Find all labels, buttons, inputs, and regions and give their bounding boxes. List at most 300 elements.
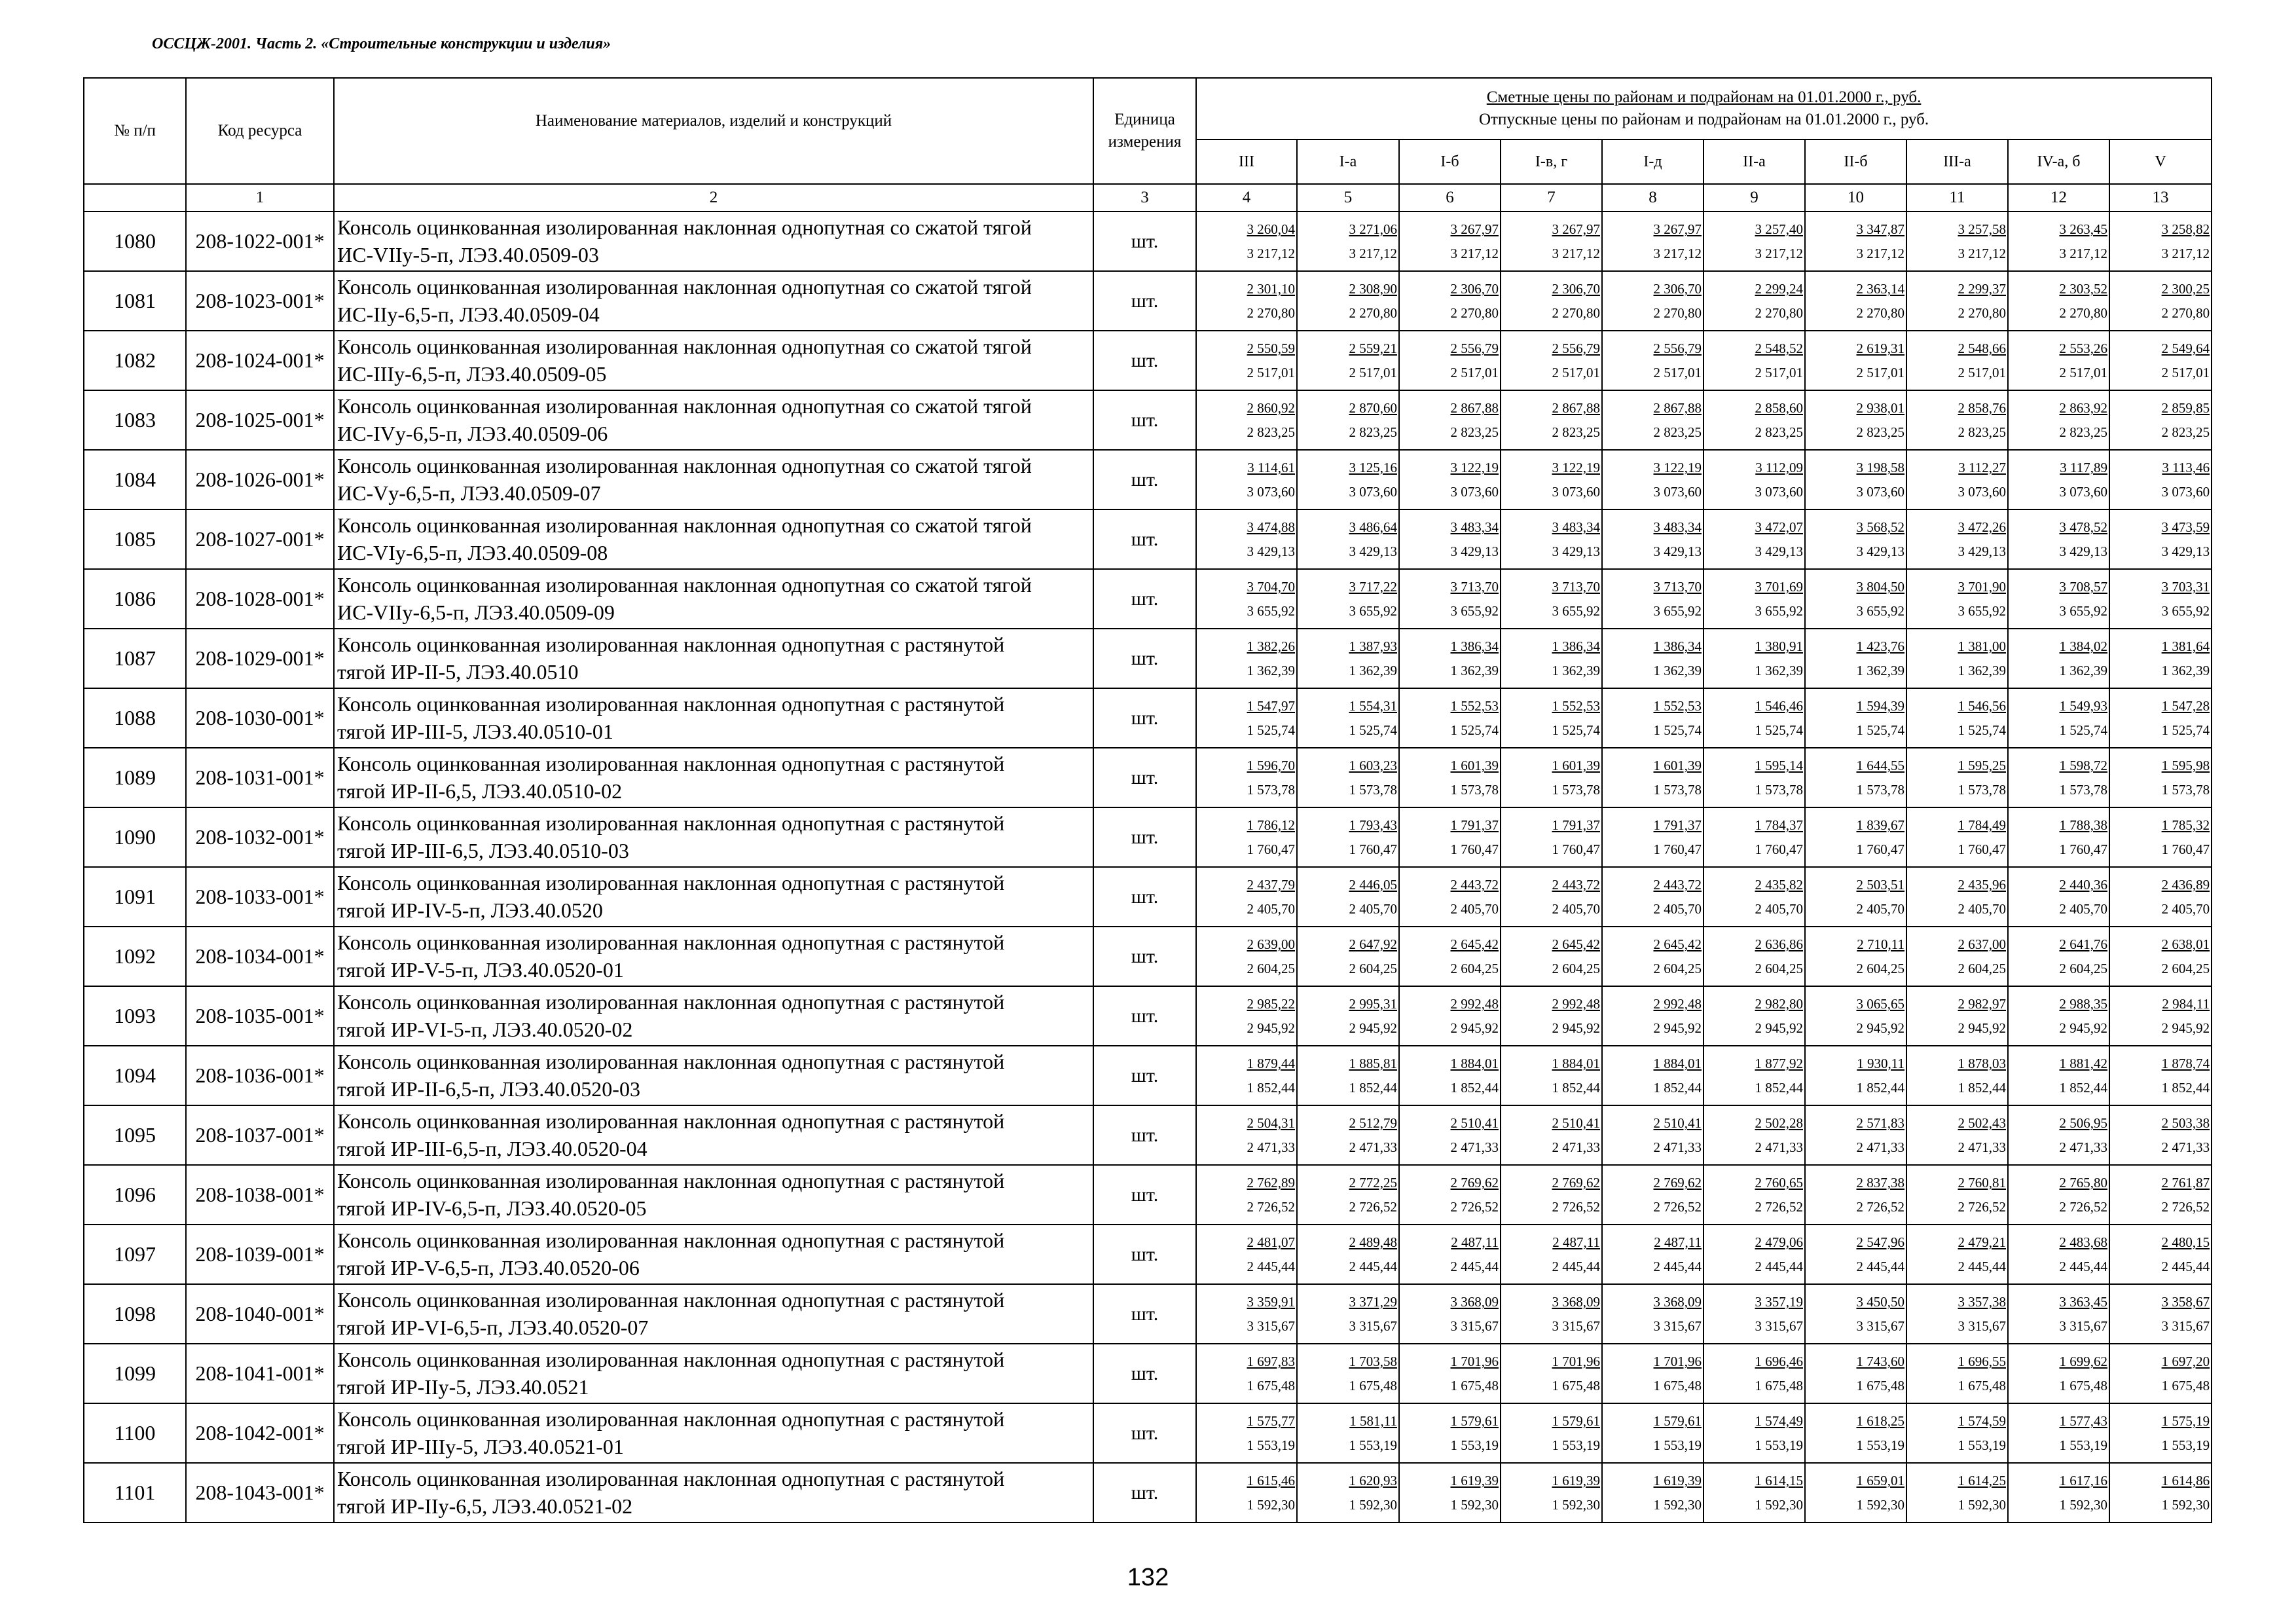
estimate-price: 1 619,39 xyxy=(1552,1473,1600,1489)
release-price: 1 852,44 xyxy=(1349,1079,1397,1096)
estimate-price: 1 614,86 xyxy=(2161,1473,2210,1489)
estimate-price: 1 594,39 xyxy=(1856,698,1904,714)
price-cell xyxy=(1501,629,1602,688)
estimate-price: 1 386,34 xyxy=(1450,638,1499,655)
unit-cell: шт. xyxy=(1093,629,1196,688)
price-cell xyxy=(1805,927,1906,986)
release-price: 2 726,52 xyxy=(2161,1198,2210,1215)
price-cell xyxy=(1906,212,2008,271)
region-header-cell: IV-а, б xyxy=(2008,139,2109,184)
estimate-price: 1 381,00 xyxy=(1958,638,2006,655)
item-name-line: Консоль оцинкованная изолированная наклонная однопутная с растянутой xyxy=(337,632,1005,656)
estimate-price: 3 713,70 xyxy=(1653,579,1702,595)
price-cell xyxy=(2109,1225,2212,1284)
item-name xyxy=(334,807,1093,867)
release-price: 2 604,25 xyxy=(1552,960,1600,976)
release-price: 1 553,19 xyxy=(1349,1437,1397,1453)
estimate-price: 3 258,82 xyxy=(2161,221,2210,238)
item-name xyxy=(334,1046,1093,1105)
item-name-line: тягой ИР-II-5, ЛЭЗ.40.0510 xyxy=(337,659,579,684)
price-cell xyxy=(1501,1284,1602,1344)
release-price: 1 852,44 xyxy=(1653,1079,1702,1096)
price-cell xyxy=(1805,1403,1906,1463)
price-cell xyxy=(2008,450,2109,509)
price-cell xyxy=(1399,1344,1501,1403)
estimate-price: 2 571,83 xyxy=(1856,1115,1904,1132)
estimate-price: 3 703,31 xyxy=(2161,579,2210,595)
estimate-price: 3 474,88 xyxy=(1247,519,1295,536)
release-price: 2 517,01 xyxy=(2059,364,2107,380)
price-cell xyxy=(1602,509,1704,569)
price-cell xyxy=(2008,569,2109,629)
estimate-price: 3 263,45 xyxy=(2059,221,2107,238)
price-cell xyxy=(1399,1165,1501,1225)
column-number-cell: 8 xyxy=(1602,184,1704,212)
release-price: 1 362,39 xyxy=(1349,662,1397,678)
price-cell xyxy=(1704,271,1805,331)
release-price: 1 675,48 xyxy=(1958,1377,2006,1393)
release-price: 2 445,44 xyxy=(1958,1258,2006,1274)
item-name-line: Консоль оцинкованная изолированная наклонная однопутная с растянутой xyxy=(337,930,1005,954)
estimate-price: 2 867,88 xyxy=(1552,400,1600,416)
release-price: 1 592,30 xyxy=(1958,1496,2006,1513)
item-name xyxy=(334,1284,1093,1344)
estimate-price: 3 368,09 xyxy=(1552,1294,1600,1310)
item-name-line: тягой ИР-III-5, ЛЭЗ.40.0510-01 xyxy=(337,719,613,743)
price-cell xyxy=(2109,569,2212,629)
price-cell xyxy=(1297,331,1399,390)
release-price: 1 852,44 xyxy=(2161,1079,2210,1096)
estimate-price: 2 761,87 xyxy=(2161,1175,2210,1191)
release-price: 1 760,47 xyxy=(1755,841,1803,857)
price-cell xyxy=(2109,867,2212,927)
item-name-line: тягой ИР-V-5-п, ЛЭЗ.40.0520-01 xyxy=(337,957,624,982)
estimate-price: 2 636,86 xyxy=(1755,936,1803,953)
release-price: 1 573,78 xyxy=(1653,781,1702,798)
price-cell xyxy=(1297,509,1399,569)
item-name-line: ИС-VIIу-5-п, ЛЭЗ.40.0509-03 xyxy=(337,242,599,267)
estimate-price: 1 659,01 xyxy=(1856,1473,1904,1489)
price-cell xyxy=(1602,688,1704,748)
estimate-price: 2 483,68 xyxy=(2059,1234,2107,1251)
release-price: 2 823,25 xyxy=(1755,424,1803,440)
price-cell xyxy=(1906,271,2008,331)
table-row xyxy=(84,1284,2212,1344)
release-price: 3 217,12 xyxy=(1247,245,1295,261)
estimate-price: 2 480,15 xyxy=(2161,1234,2210,1251)
release-price: 3 655,92 xyxy=(2161,602,2210,619)
price-cell xyxy=(1704,1463,1805,1522)
estimate-price: 3 483,34 xyxy=(1552,519,1600,536)
price-cell xyxy=(2008,271,2109,331)
item-name xyxy=(334,1225,1093,1284)
unit-cell: шт. xyxy=(1093,212,1196,271)
release-price: 3 315,67 xyxy=(1552,1318,1600,1334)
resource-code: 208-1029-001* xyxy=(186,629,334,688)
estimate-price: 1 595,98 xyxy=(2161,758,2210,774)
release-price: 2 405,70 xyxy=(1958,900,2006,917)
price-cell xyxy=(1906,986,2008,1046)
column-number-cell xyxy=(84,184,186,212)
estimate-price: 1 620,93 xyxy=(1349,1473,1397,1489)
price-cell xyxy=(1602,569,1704,629)
release-price: 2 270,80 xyxy=(1349,304,1397,321)
release-price: 2 517,01 xyxy=(1349,364,1397,380)
price-cell xyxy=(2008,986,2109,1046)
price-cell xyxy=(1704,1046,1805,1105)
estimate-price: 3 198,58 xyxy=(1856,460,1904,476)
price-cell xyxy=(1297,212,1399,271)
release-price: 2 945,92 xyxy=(1856,1020,1904,1036)
price-cell xyxy=(1297,569,1399,629)
estimate-price: 3 368,09 xyxy=(1653,1294,1702,1310)
price-cell xyxy=(1805,1344,1906,1403)
release-price: 2 517,01 xyxy=(1958,364,2006,380)
price-cell xyxy=(1196,1344,1297,1403)
item-name xyxy=(334,1105,1093,1165)
estimate-price: 1 877,92 xyxy=(1755,1056,1803,1072)
estimate-price: 2 769,62 xyxy=(1552,1175,1600,1191)
price-cell xyxy=(1906,331,2008,390)
release-price: 1 553,19 xyxy=(2059,1437,2107,1453)
release-price: 1 592,30 xyxy=(1653,1496,1702,1513)
estimate-price: 2 443,72 xyxy=(1653,877,1702,893)
column-number-cell: 2 xyxy=(334,184,1093,212)
header-price-release: Отпускные цены по районам и подрайонам на 01.01.2000 г., руб. xyxy=(1478,111,1929,128)
estimate-price: 3 260,04 xyxy=(1247,221,1295,238)
estimate-price: 2 306,70 xyxy=(1450,281,1499,297)
price-cell xyxy=(1196,1403,1297,1463)
price-cell xyxy=(1501,986,1602,1046)
region-header-cell: I-б xyxy=(1399,139,1501,184)
release-price: 3 217,12 xyxy=(1653,245,1702,261)
release-price: 1 592,30 xyxy=(1247,1496,1295,1513)
item-number: 1096 xyxy=(84,1165,186,1225)
estimate-price: 3 122,19 xyxy=(1450,460,1499,476)
resource-code: 208-1023-001* xyxy=(186,271,334,331)
price-cell xyxy=(1399,807,1501,867)
unit-cell: шт. xyxy=(1093,927,1196,986)
price-cell xyxy=(1906,629,2008,688)
price-cell xyxy=(1297,927,1399,986)
price-cell xyxy=(1704,390,1805,450)
item-number: 1093 xyxy=(84,986,186,1046)
price-cell xyxy=(1501,1105,1602,1165)
release-price: 3 217,12 xyxy=(1755,245,1803,261)
release-price: 1 553,19 xyxy=(1450,1437,1499,1453)
release-price: 1 675,48 xyxy=(1856,1377,1904,1393)
release-price: 1 760,47 xyxy=(1552,841,1600,857)
price-cell xyxy=(1602,331,1704,390)
estimate-price: 1 784,37 xyxy=(1755,817,1803,834)
estimate-price: 3 368,09 xyxy=(1450,1294,1499,1310)
price-cell xyxy=(1704,1165,1805,1225)
release-price: 1 553,19 xyxy=(2161,1437,2210,1453)
estimate-price: 2 502,43 xyxy=(1958,1115,2006,1132)
price-cell xyxy=(1704,867,1805,927)
release-price: 1 592,30 xyxy=(1856,1496,1904,1513)
release-price: 2 517,01 xyxy=(1450,364,1499,380)
price-cell xyxy=(1297,1225,1399,1284)
release-price: 3 217,12 xyxy=(1958,245,2006,261)
estimate-price: 2 867,88 xyxy=(1450,400,1499,416)
release-price: 3 315,67 xyxy=(1856,1318,1904,1334)
unit-cell: шт. xyxy=(1093,1046,1196,1105)
release-price: 2 823,25 xyxy=(1450,424,1499,440)
price-cell xyxy=(2008,867,2109,927)
price-cell xyxy=(1805,509,1906,569)
estimate-price: 3 704,70 xyxy=(1247,579,1295,595)
price-cell xyxy=(1399,867,1501,927)
estimate-price: 2 863,92 xyxy=(2059,400,2107,416)
release-price: 2 823,25 xyxy=(1247,424,1295,440)
item-name-line: Консоль оцинкованная изолированная наклонная однопутная со сжатой тягой xyxy=(337,274,1032,299)
estimate-price: 1 786,12 xyxy=(1247,817,1295,834)
release-price: 1 760,47 xyxy=(2161,841,2210,857)
price-table xyxy=(83,77,2212,1523)
price-cell xyxy=(1399,509,1501,569)
release-price: 2 945,92 xyxy=(1552,1020,1600,1036)
price-cell xyxy=(2109,927,2212,986)
estimate-price: 1 699,62 xyxy=(2059,1354,2107,1370)
release-price: 2 405,70 xyxy=(2059,900,2107,917)
item-name-line: Консоль оцинкованная изолированная наклонная однопутная со сжатой тягой xyxy=(337,453,1032,477)
release-price: 3 073,60 xyxy=(1958,483,2006,500)
price-cell xyxy=(1196,927,1297,986)
estimate-price: 3 701,69 xyxy=(1755,579,1803,595)
estimate-price: 2 760,65 xyxy=(1755,1175,1803,1191)
estimate-price: 2 837,38 xyxy=(1856,1175,1904,1191)
release-price: 2 445,44 xyxy=(1552,1258,1600,1274)
item-name-line: тягой ИР-VI-5-п, ЛЭЗ.40.0520-02 xyxy=(337,1017,633,1041)
column-number-cell: 6 xyxy=(1399,184,1501,212)
price-cell xyxy=(1805,1105,1906,1165)
resource-code: 208-1028-001* xyxy=(186,569,334,629)
price-cell xyxy=(1501,212,1602,271)
estimate-price: 2 446,05 xyxy=(1349,877,1397,893)
release-price: 3 655,92 xyxy=(1349,602,1397,619)
price-cell xyxy=(1501,1046,1602,1105)
release-price: 1 525,74 xyxy=(2059,722,2107,738)
price-cell xyxy=(2008,212,2109,271)
price-cell xyxy=(1196,509,1297,569)
region-header-cell: II-б xyxy=(1805,139,1906,184)
estimate-price: 3 568,52 xyxy=(1856,519,1904,536)
table-row xyxy=(84,867,2212,927)
price-cell xyxy=(1602,1165,1704,1225)
price-cell xyxy=(1704,1105,1805,1165)
estimate-price: 1 697,20 xyxy=(2161,1354,2210,1370)
release-price: 1 592,30 xyxy=(2059,1496,2107,1513)
item-name-line: Консоль оцинкованная изолированная наклонная однопутная с растянутой xyxy=(337,1287,1005,1312)
release-price: 2 405,70 xyxy=(1653,900,1702,917)
price-cell xyxy=(1906,1403,2008,1463)
item-name-line: тягой ИР-IV-6,5-п, ЛЭЗ.40.0520-05 xyxy=(337,1196,647,1220)
estimate-price: 1 546,56 xyxy=(1958,698,2006,714)
price-cell xyxy=(1297,688,1399,748)
item-name-line: Консоль оцинкованная изолированная наклонная однопутная с растянутой xyxy=(337,1407,1005,1431)
table-row xyxy=(84,1046,2212,1105)
estimate-price: 2 992,48 xyxy=(1653,996,1702,1012)
estimate-price: 1 885,81 xyxy=(1349,1056,1397,1072)
item-number: 1094 xyxy=(84,1046,186,1105)
release-price: 1 760,47 xyxy=(1247,841,1295,857)
price-cell xyxy=(1501,867,1602,927)
estimate-price: 3 701,90 xyxy=(1958,579,2006,595)
estimate-price: 1 380,91 xyxy=(1755,638,1803,655)
estimate-price: 2 982,80 xyxy=(1755,996,1803,1012)
release-price: 3 429,13 xyxy=(1450,543,1499,559)
estimate-price: 1 601,39 xyxy=(1653,758,1702,774)
release-price: 2 517,01 xyxy=(1856,364,1904,380)
estimate-price: 1 879,44 xyxy=(1247,1056,1295,1072)
release-price: 2 471,33 xyxy=(1958,1139,2006,1155)
release-price: 2 405,70 xyxy=(1450,900,1499,917)
release-price: 2 517,01 xyxy=(1552,364,1600,380)
release-price: 3 429,13 xyxy=(1653,543,1702,559)
price-cell xyxy=(1399,1046,1501,1105)
unit-cell: шт. xyxy=(1093,569,1196,629)
release-price: 2 270,80 xyxy=(1247,304,1295,321)
estimate-price: 3 478,52 xyxy=(2059,519,2107,536)
estimate-price: 1 552,53 xyxy=(1552,698,1600,714)
release-price: 3 315,67 xyxy=(1653,1318,1702,1334)
release-price: 2 270,80 xyxy=(2059,304,2107,321)
release-price: 1 553,19 xyxy=(1552,1437,1600,1453)
price-cell xyxy=(1805,331,1906,390)
price-cell xyxy=(1602,390,1704,450)
item-name-line: ИС-Vу-6,5-п, ЛЭЗ.40.0509-07 xyxy=(337,481,601,505)
estimate-price: 2 503,51 xyxy=(1856,877,1904,893)
estimate-price: 1 382,26 xyxy=(1247,638,1295,655)
price-cell xyxy=(2008,629,2109,688)
estimate-price: 1 881,42 xyxy=(2059,1056,2107,1072)
header-code: Код ресурса xyxy=(186,78,334,184)
unit-cell: шт. xyxy=(1093,986,1196,1046)
column-number-row xyxy=(84,184,2212,212)
price-cell xyxy=(2008,1403,2109,1463)
unit-cell: шт. xyxy=(1093,1344,1196,1403)
item-name-line: Консоль оцинкованная изолированная наклонная однопутная с растянутой xyxy=(337,1347,1005,1371)
resource-code: 208-1039-001* xyxy=(186,1225,334,1284)
release-price: 2 270,80 xyxy=(2161,304,2210,321)
unit-cell: шт. xyxy=(1093,1403,1196,1463)
price-cell xyxy=(1297,1105,1399,1165)
estimate-price: 3 371,29 xyxy=(1349,1294,1397,1310)
estimate-price: 1 878,03 xyxy=(1958,1056,2006,1072)
price-cell xyxy=(1297,986,1399,1046)
estimate-price: 3 483,34 xyxy=(1653,519,1702,536)
estimate-price: 1 552,53 xyxy=(1653,698,1702,714)
unit-cell: шт. xyxy=(1093,390,1196,450)
release-price: 2 517,01 xyxy=(1247,364,1295,380)
estimate-price: 2 303,52 xyxy=(2059,281,2107,297)
table-row xyxy=(84,212,2212,271)
estimate-price: 1 619,39 xyxy=(1653,1473,1702,1489)
release-price: 2 445,44 xyxy=(1349,1258,1397,1274)
price-cell xyxy=(1297,807,1399,867)
release-price: 1 553,19 xyxy=(1653,1437,1702,1453)
price-cell xyxy=(1704,212,1805,271)
release-price: 3 655,92 xyxy=(1856,602,1904,619)
item-number: 1098 xyxy=(84,1284,186,1344)
release-price: 2 945,92 xyxy=(2161,1020,2210,1036)
release-price: 1 592,30 xyxy=(2161,1496,2210,1513)
estimate-price: 2 772,25 xyxy=(1349,1175,1397,1191)
release-price: 2 471,33 xyxy=(1856,1139,1904,1155)
estimate-price: 2 992,48 xyxy=(1450,996,1499,1012)
estimate-price: 1 554,31 xyxy=(1349,698,1397,714)
release-price: 2 945,92 xyxy=(1755,1020,1803,1036)
region-header-cell: III xyxy=(1196,139,1297,184)
release-price: 2 726,52 xyxy=(1450,1198,1499,1215)
estimate-price: 1 595,25 xyxy=(1958,758,2006,774)
release-price: 2 445,44 xyxy=(1755,1258,1803,1274)
estimate-price: 1 575,19 xyxy=(2161,1413,2210,1430)
price-cell xyxy=(1297,271,1399,331)
price-cell xyxy=(2008,390,2109,450)
estimate-price: 3 065,65 xyxy=(1856,996,1904,1012)
price-cell xyxy=(2008,509,2109,569)
item-name-line: тягой ИР-III-6,5, ЛЭЗ.40.0510-03 xyxy=(337,838,629,862)
price-cell xyxy=(1297,450,1399,509)
price-cell xyxy=(1196,390,1297,450)
price-cell xyxy=(1297,629,1399,688)
release-price: 2 945,92 xyxy=(1958,1020,2006,1036)
release-price: 1 573,78 xyxy=(1450,781,1499,798)
estimate-price: 3 267,97 xyxy=(1552,221,1600,238)
release-price: 2 604,25 xyxy=(1653,960,1702,976)
release-price: 1 852,44 xyxy=(1755,1079,1803,1096)
item-name xyxy=(334,271,1093,331)
release-price: 1 852,44 xyxy=(1552,1079,1600,1096)
estimate-price: 2 858,76 xyxy=(1958,400,2006,416)
release-price: 2 945,92 xyxy=(2059,1020,2107,1036)
release-price: 2 604,25 xyxy=(1755,960,1803,976)
price-cell xyxy=(1196,629,1297,688)
estimate-price: 1 546,46 xyxy=(1755,698,1803,714)
table-row xyxy=(84,1165,2212,1225)
price-cell xyxy=(1906,569,2008,629)
release-price: 2 604,25 xyxy=(2059,960,2107,976)
estimate-price: 2 510,41 xyxy=(1552,1115,1600,1132)
column-number-cell: 9 xyxy=(1704,184,1805,212)
estimate-price: 1 701,96 xyxy=(1653,1354,1702,1370)
price-cell xyxy=(1906,509,2008,569)
release-price: 1 592,30 xyxy=(1755,1496,1803,1513)
estimate-price: 2 306,70 xyxy=(1552,281,1600,297)
release-price: 1 675,48 xyxy=(1755,1377,1803,1393)
estimate-price: 1 574,59 xyxy=(1958,1413,2006,1430)
price-cell xyxy=(2109,212,2212,271)
price-cell xyxy=(2008,688,2109,748)
price-cell xyxy=(1704,450,1805,509)
estimate-price: 1 386,34 xyxy=(1653,638,1702,655)
release-price: 3 217,12 xyxy=(1856,245,1904,261)
estimate-price: 1 552,53 xyxy=(1450,698,1499,714)
release-price: 2 823,25 xyxy=(1856,424,1904,440)
release-price: 1 852,44 xyxy=(1247,1079,1295,1096)
release-price: 1 525,74 xyxy=(1552,722,1600,738)
estimate-price: 2 988,35 xyxy=(2059,996,2107,1012)
price-cell xyxy=(1196,1463,1297,1522)
item-name-line: Консоль оцинкованная изолированная наклонная однопутная с растянутой xyxy=(337,870,1005,895)
release-price: 1 760,47 xyxy=(1349,841,1397,857)
price-cell xyxy=(2109,807,2212,867)
release-price: 1 573,78 xyxy=(1856,781,1904,798)
price-cell xyxy=(1196,331,1297,390)
estimate-price: 2 985,22 xyxy=(1247,996,1295,1012)
